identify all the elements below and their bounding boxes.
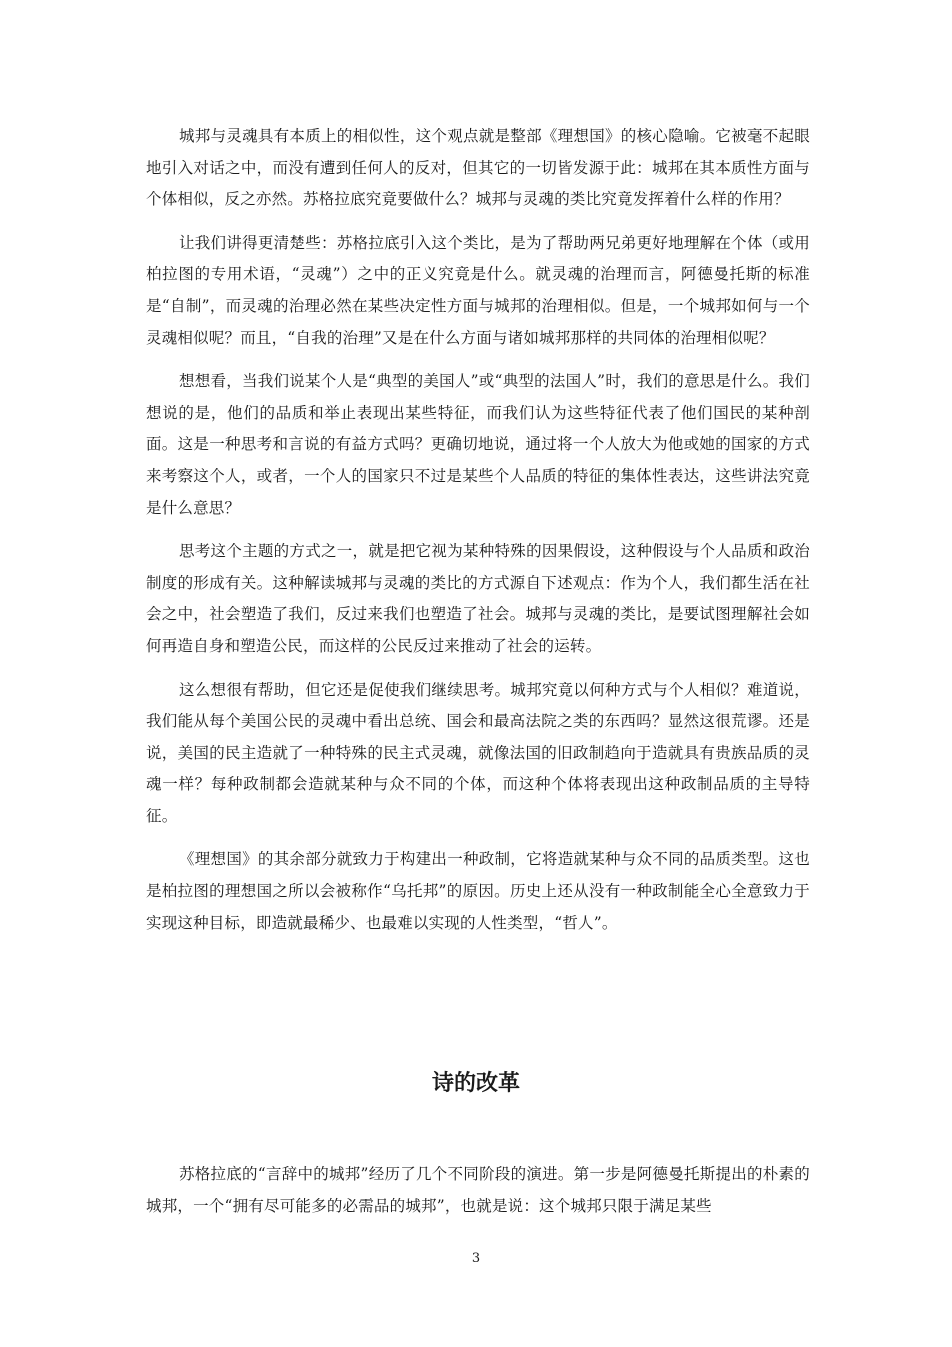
paragraph: 想想看，当我们说某个人是“典型的美国人”或“典型的法国人”时，我们的意思是什么。我们想说的是，他们的品质和举止表现出某些特征，而我们认为这些特征代表了他们国民的某种剖面。这是一种思考和言说的有益方式吗？更确切地说，通过将一个人放大为他或她的国家的方式来考察这个人，或者，一个人的国家只不过是某些个人品质的特征的集体性表达，这些讲法究竟是什么意思？ (146, 372, 810, 517)
paragraph: 这么想很有帮助，但它还是促使我们继续思考。城邦究竟以何种方式与个人相似？难道说，我们能从每个美国公民的灵魂中看出总统、国会和最高法院之类的东西吗？显然这很荒谬。还是说，美国的民主造就了一种特殊的民主式灵魂，就像法国的旧政制趋向于造就具有贵族品质的灵魂一样？每种政制都会造就某种与众不同的个体，而这种个体将表现出这种政制品质的主导特征。 (146, 680, 810, 825)
paragraph: 让我们讲得更清楚些：苏格拉底引入这个类比，是为了帮助两兄弟更好地理解在个体（或用柏拉图的专用术语，“灵魂”）之中的正义究竟是什么。就灵魂的治理而言，阿德曼托斯的标准是“自制”，而灵魂的治理必然在某些决定性方面与城邦的治理相似。但是，一个城邦如何与一个灵魂相似呢？而且，“自我的治理”又是在什么方面与诸如城邦那样的共同体的治理相似呢？ (146, 233, 810, 347)
paragraph: 城邦与灵魂具有本质上的相似性，这个观点就是整部《理想国》的核心隐喻。它被毫不起眼地引入对话之中，而没有遭到任何人的反对，但其它的一切皆发源于此：城邦在其本质性方面与个体相似，反之亦然。苏格拉底究竟要做什么？城邦与灵魂的类比究竟发挥着什么样的作用？ (146, 127, 810, 209)
section-body-text (146, 1159, 810, 1234)
paragraph: 《理想国》的其余部分就致力于构建出一种政制，它将造就某种与众不同的品质类型。这也是柏拉图的理想国之所以会被称作“乌托邦”的原因。历史上还从没有一种政制能全心全意致力于实现这种目标，即造就最稀少、也最难以实现的人性类型，“哲人”。 (146, 850, 810, 932)
body-text (146, 121, 810, 951)
paragraph: 苏格拉底的“言辞中的城邦”经历了几个不同阶段的演进。第一步是阿德曼托斯提出的朴素的城邦，一个“拥有尽可能多的必需品的城邦”，也就是说：这个城邦只限于满足某些 (146, 1165, 810, 1215)
section-heading: 诗的改革 (431, 1071, 520, 1096)
paragraph: 思考这个主题的方式之一，就是把它视为某种特殊的因果假设，这种假设与个人品质和政治制度的形成有关。这种解读城邦与灵魂的类比的方式源自下述观点：作为个人，我们都生活在社会之中，社会塑造了我们，反过来我们也塑造了社会。城邦与灵魂的类比，是要试图理解社会如何再造自身和塑造公民，而这样的公民反过来推动了社会的运转。 (146, 542, 810, 655)
page-number: 3 (471, 1251, 481, 1266)
